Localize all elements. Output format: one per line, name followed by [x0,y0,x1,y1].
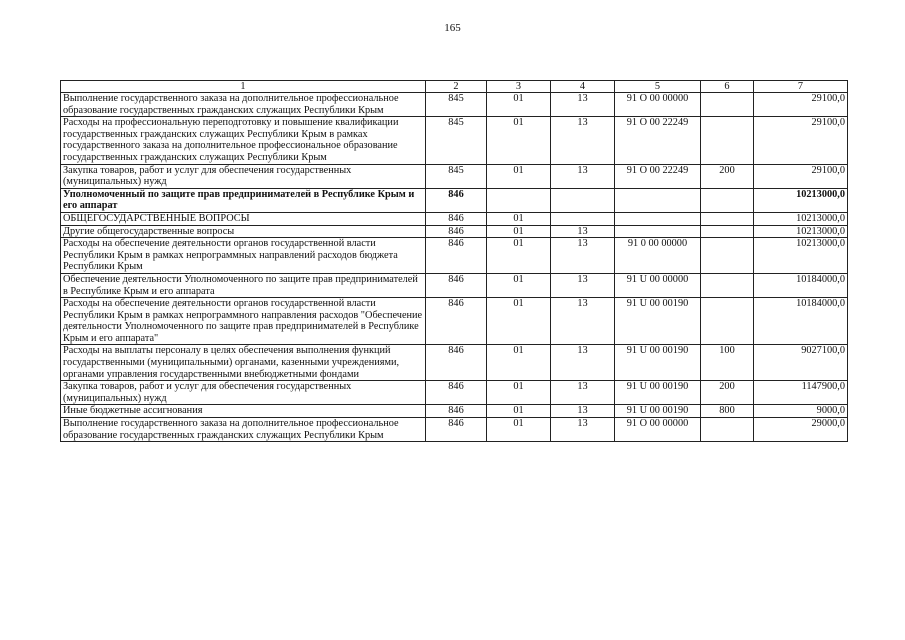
amount-cell: 10213000,0 [754,238,848,274]
section-code-cell: 01 [487,381,551,405]
header-col-7: 7 [754,81,848,93]
table-row [61,405,848,418]
target-article-cell: 91 О 00 00000 [615,93,701,117]
target-article-cell: 91 О 00 22249 [615,117,701,164]
expense-type-cell: 200 [701,164,754,188]
target-article-cell: 91 0 00 00000 [615,238,701,274]
agency-code-cell: 846 [426,273,487,297]
description-cell: Другие общегосударственные вопросы [61,225,426,238]
subsection-code-cell: 13 [551,405,615,418]
table-row [61,225,848,238]
header-col-4: 4 [551,81,615,93]
agency-code-cell: 846 [426,405,487,418]
table-row [61,212,848,225]
amount-cell: 9027100,0 [754,345,848,381]
amount-cell: 10184000,0 [754,273,848,297]
amount-cell: 10184000,0 [754,298,848,345]
description-cell: Иные бюджетные ассигнования [61,405,426,418]
table-header [61,81,848,93]
agency-code-cell: 846 [426,381,487,405]
description-cell: ОБЩЕГОСУДАРСТВЕННЫЕ ВОПРОСЫ [61,212,426,225]
expense-type-cell [701,188,754,212]
agency-code-cell: 846 [426,225,487,238]
target-article-cell: 91 U 00 00190 [615,345,701,381]
amount-cell: 1147900,0 [754,381,848,405]
page-number: 165 [444,22,461,34]
expense-type-cell: 100 [701,345,754,381]
target-article-cell: 91 U 00 00190 [615,381,701,405]
subsection-code-cell [551,188,615,212]
expense-type-cell [701,298,754,345]
table-row [61,381,848,405]
subsection-code-cell: 13 [551,298,615,345]
table-row [61,273,848,297]
header-col-6: 6 [701,81,754,93]
table-row [61,117,848,164]
subsection-code-cell: 13 [551,381,615,405]
agency-code-cell: 846 [426,298,487,345]
target-article-cell [615,212,701,225]
target-article-cell: 91 О 00 22249 [615,164,701,188]
header-col-3: 3 [487,81,551,93]
description-cell: Закупка товаров, работ и услуг для обеспечения государственных (муниципальных) нужд [61,164,426,188]
expense-type-cell [701,238,754,274]
amount-cell: 29000,0 [754,418,848,442]
agency-code-cell: 845 [426,164,487,188]
amount-cell: 29100,0 [754,117,848,164]
header-row [61,81,848,93]
table-row [61,164,848,188]
subsection-code-cell: 13 [551,273,615,297]
target-article-cell [615,188,701,212]
amount-cell: 10213000,0 [754,188,848,212]
header-col-2: 2 [426,81,487,93]
agency-code-cell: 845 [426,93,487,117]
agency-code-cell: 846 [426,238,487,274]
description-cell: Расходы на профессиональную переподготовку и повышение квалификации государственных гражданских служащих Республики Крым в рамках государственного заказа на дополнительное профессиональное образование государственных гражданских служащих Республики Крым [61,117,426,164]
description-cell: Уполномоченный по защите прав предпринимателей в Республике Крым и его аппарат [61,188,426,212]
amount-cell: 29100,0 [754,164,848,188]
table-row [61,345,848,381]
section-code-cell: 01 [487,345,551,381]
table-body [61,93,848,442]
table-row [61,238,848,274]
target-article-cell: 91 U 00 00000 [615,273,701,297]
budget-table [60,80,848,442]
agency-code-cell: 846 [426,212,487,225]
section-code-cell: 01 [487,164,551,188]
section-code-cell: 01 [487,238,551,274]
section-code-cell: 01 [487,298,551,345]
section-code-cell: 01 [487,225,551,238]
expense-type-cell [701,93,754,117]
section-code-cell: 01 [487,117,551,164]
expense-type-cell [701,117,754,164]
table-row [61,418,848,442]
subsection-code-cell: 13 [551,164,615,188]
table-row [61,298,848,345]
agency-code-cell: 846 [426,345,487,381]
section-code-cell: 01 [487,93,551,117]
expense-type-cell: 800 [701,405,754,418]
subsection-code-cell: 13 [551,117,615,164]
description-cell: Обеспечение деятельности Уполномоченного по защите прав предпринимателей в Республике Крым и его аппарата [61,273,426,297]
description-cell: Выполнение государственного заказа на дополнительное профессиональное образование государственных гражданских служащих Республики Крым [61,418,426,442]
target-article-cell: 91 U 00 00190 [615,405,701,418]
header-col-5: 5 [615,81,701,93]
target-article-cell: 91 О 00 00000 [615,418,701,442]
expense-type-cell [701,212,754,225]
amount-cell: 29100,0 [754,93,848,117]
description-cell: Расходы на обеспечение деятельности органов государственной власти Республики Крым в рамках непрограммного направления расходов "Обеспечение деятельности Уполномоченного по защите прав предпринимателей в Республике Крым и его аппарата" [61,298,426,345]
section-code-cell: 01 [487,273,551,297]
header-col-1: 1 [61,81,426,93]
agency-code-cell: 845 [426,117,487,164]
expense-type-cell [701,225,754,238]
agency-code-cell: 846 [426,418,487,442]
agency-code-cell: 846 [426,188,487,212]
section-code-cell: 01 [487,418,551,442]
subsection-code-cell: 13 [551,93,615,117]
table-row [61,93,848,117]
description-cell: Закупка товаров, работ и услуг для обеспечения государственных (муниципальных) нужд [61,381,426,405]
section-code-cell [487,188,551,212]
description-cell: Расходы на выплаты персоналу в целях обеспечения выполнения функций государственными (муниципальными) органами, казенными учреждениями, органами управления государственными внебюджетными фондами [61,345,426,381]
amount-cell: 10213000,0 [754,212,848,225]
table-row [61,188,848,212]
amount-cell: 10213000,0 [754,225,848,238]
section-code-cell: 01 [487,405,551,418]
subsection-code-cell: 13 [551,238,615,274]
section-code-cell: 01 [487,212,551,225]
description-cell: Выполнение государственного заказа на дополнительное профессиональное образование государственных гражданских служащих Республики Крым [61,93,426,117]
subsection-code-cell: 13 [551,345,615,381]
subsection-code-cell: 13 [551,225,615,238]
amount-cell: 9000,0 [754,405,848,418]
expense-type-cell [701,418,754,442]
target-article-cell: 91 U 00 00190 [615,298,701,345]
target-article-cell [615,225,701,238]
description-cell: Расходы на обеспечение деятельности органов государственной власти Республики Крым в рамках непрограммных направлений расходов бюджета Республики Крым [61,238,426,274]
subsection-code-cell [551,212,615,225]
expense-type-cell [701,273,754,297]
expense-type-cell: 200 [701,381,754,405]
subsection-code-cell: 13 [551,418,615,442]
